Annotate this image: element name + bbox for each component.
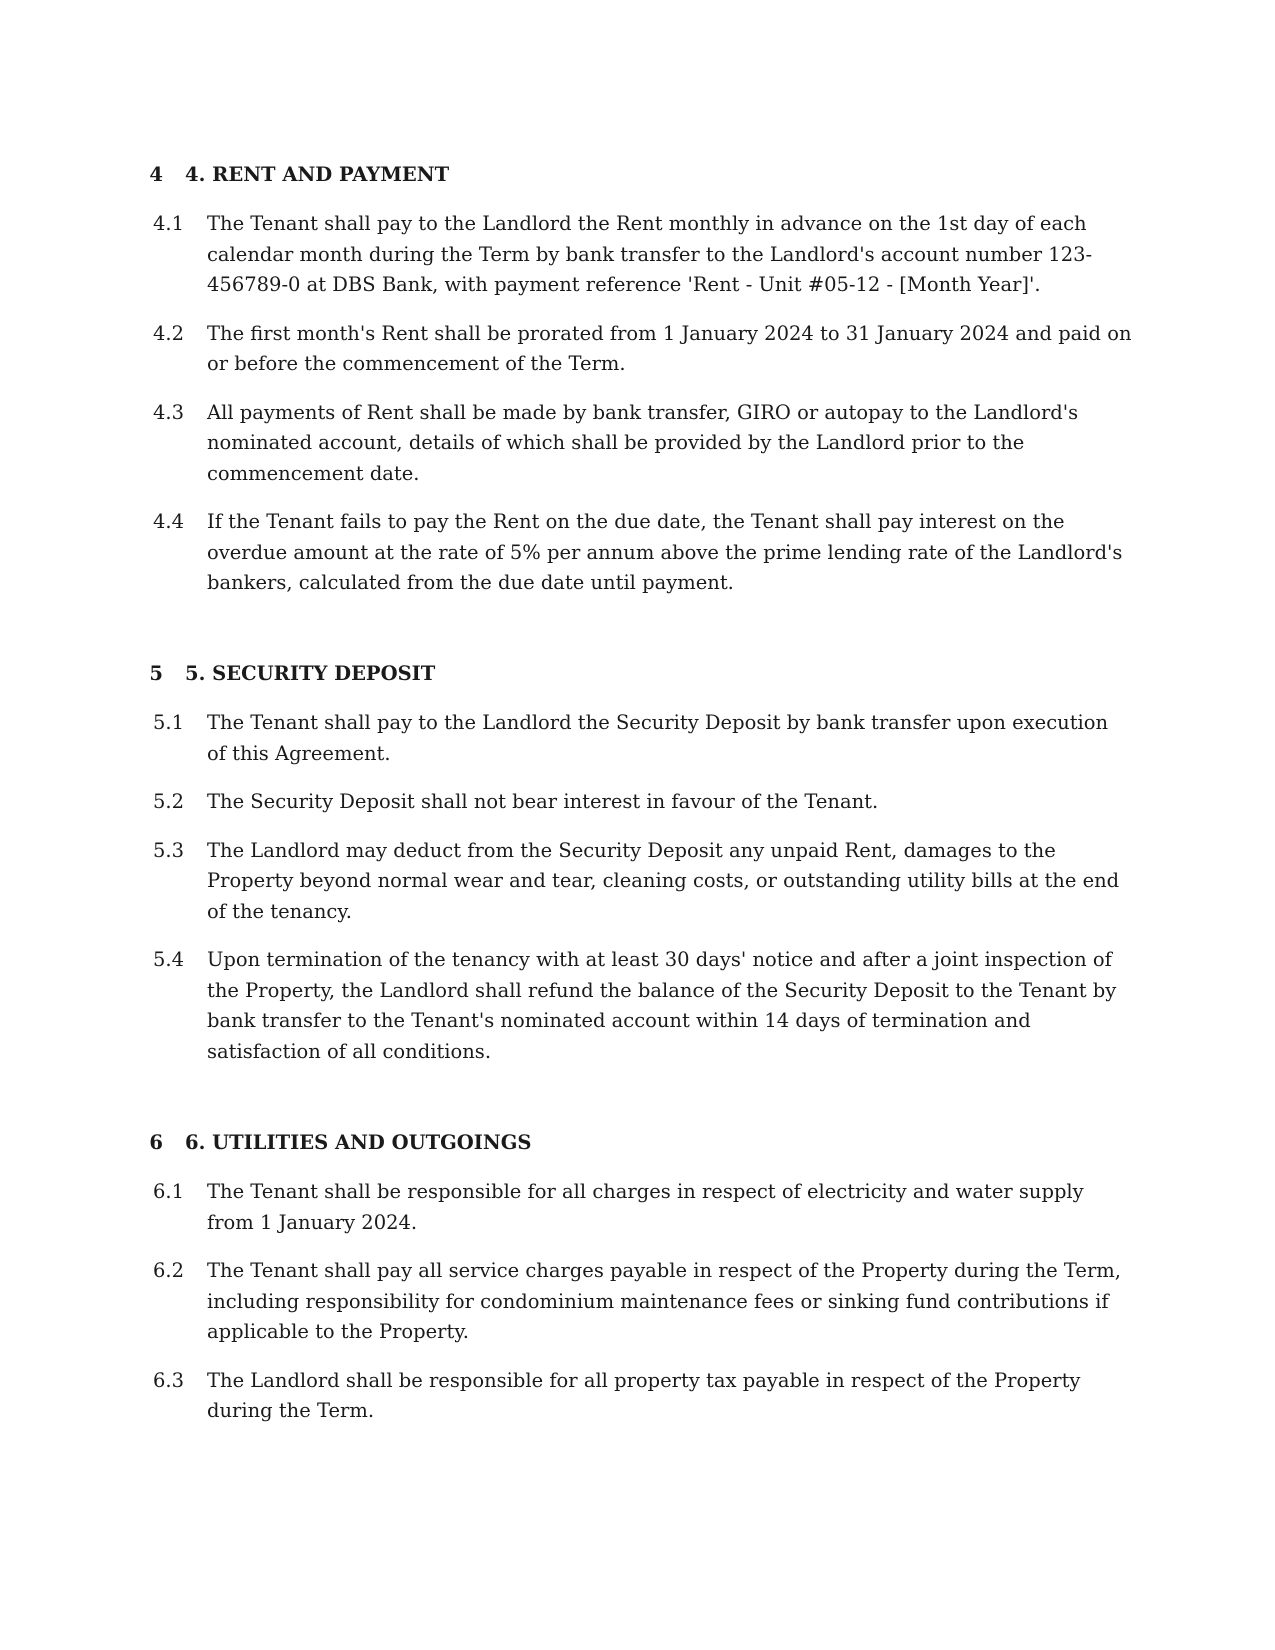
clause-text: The Tenant shall pay to the Landlord the Rent monthly in advance on the 1st day of each calendar month during the Term by bank transfer to the Landlord's account number 123-456789-0 at DBS Bank, with payment reference 'Rent - Unit #05-12 - [Month Year]'.	[207, 212, 1093, 296]
clause-number: 4.3	[153, 400, 185, 424]
clause	[0, 836, 1275, 928]
clause-text: All payments of Rent shall be made by bank transfer, GIRO or autopay to the Landlord's nominated account, details of which shall be provided by the Landlord prior to the commencement date.	[207, 400, 1079, 485]
clause	[0, 1366, 1275, 1427]
clause-text: The Security Deposit shall not bear interest in favour of the Tenant.	[207, 790, 879, 813]
clause	[0, 507, 1275, 599]
clause-number: 6.2	[153, 1259, 185, 1282]
section-heading	[0, 1128, 1275, 1158]
section-heading	[0, 160, 1275, 190]
clause	[0, 398, 1275, 490]
section-number: 4	[149, 163, 163, 186]
clause-number: 4.2	[153, 321, 185, 345]
clause	[0, 319, 1275, 380]
clause-number: 5.2	[153, 790, 185, 813]
section-heading	[0, 659, 1275, 689]
clause-text: The Tenant shall be responsible for all charges in respect of electricity and water supply from 1 January 2024.	[207, 1180, 1084, 1234]
clause	[0, 209, 1275, 301]
clause	[0, 787, 1275, 818]
clause	[0, 945, 1275, 1067]
clause-number: 5.1	[153, 711, 185, 734]
clause	[0, 708, 1275, 769]
section-title: 6. UTILITIES AND OUTGOINGS	[185, 1131, 532, 1154]
section-title: 5. SECURITY DEPOSIT	[185, 662, 436, 685]
clause-number: 4.4	[153, 510, 185, 533]
clause-number: 6.3	[153, 1368, 185, 1392]
clause-text: The Tenant shall pay all service charges payable in respect of the Property during the Term, including responsibility for condominium maintenance fees or sinking fund contributions if applicable to the Property.	[207, 1259, 1121, 1343]
clause-number: 6.1	[153, 1180, 185, 1203]
section-number: 5	[149, 662, 163, 685]
section-number: 6	[149, 1131, 163, 1154]
clause	[0, 1256, 1275, 1348]
clause-text: The first month's Rent shall be prorated from 1 January 2024 to 31 January 2024 and paid on or before the commencement of the Term.	[207, 321, 1132, 375]
clause-text: If the Tenant fails to pay the Rent on the due date, the Tenant shall pay interest on the overdue amount at the rate of 5% per annum above the prime lending rate of the Landlord's bankers, calculated from the due date until payment.	[207, 510, 1123, 594]
section-title: 4. RENT AND PAYMENT	[185, 163, 450, 186]
clause-text: The Landlord may deduct from the Security Deposit any unpaid Rent, damages to the Property beyond normal wear and tear, cleaning costs, or outstanding utility bills at the end of the tenancy.	[207, 838, 1120, 923]
section-utilities-and-outgoings	[0, 1128, 1275, 1445]
clause-text: The Landlord shall be responsible for all property tax payable in respect of the Property during the Term.	[207, 1368, 1081, 1422]
section-security-deposit	[0, 659, 1275, 1085]
section-rent-and-payment	[0, 160, 1275, 617]
clause	[0, 1177, 1275, 1238]
clause-number: 4.1	[153, 212, 185, 235]
clause-number: 5.3	[153, 838, 185, 862]
clause-text: Upon termination of the tenancy with at least 30 days' notice and after a joint inspection of the Property, the Landlord shall refund the balance of the Security Deposit to the Tenant by bank transfer to the Tenant's nominated account within 14 days of termination and satisfaction of all conditions.	[207, 948, 1117, 1063]
clause-number: 5.4	[153, 948, 185, 971]
clause-text: The Tenant shall pay to the Landlord the Security Deposit by bank transfer upon execution of this Agreement.	[207, 711, 1109, 765]
